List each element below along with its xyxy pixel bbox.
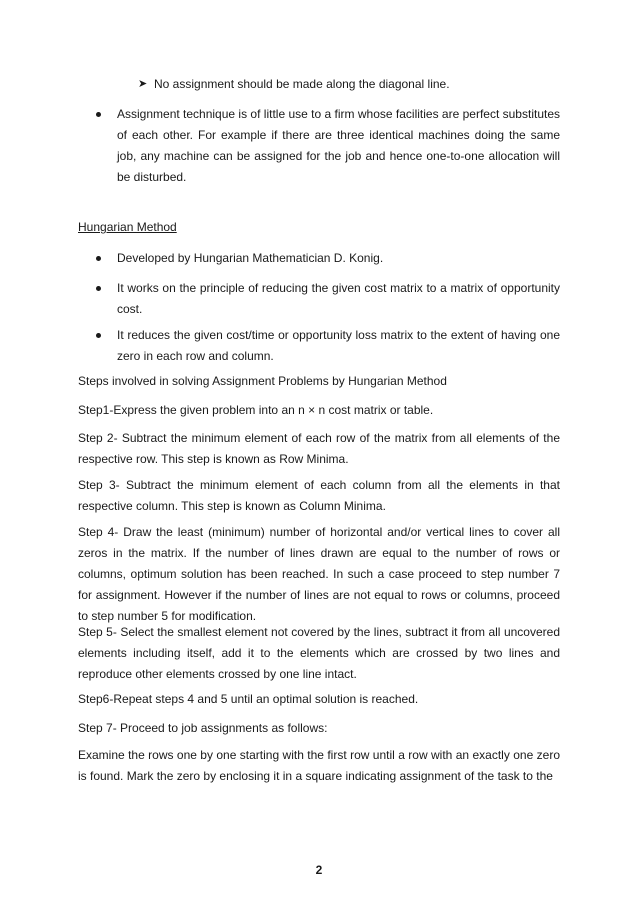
step-1: Step1-Express the given problem into an n × n cost matrix or table. xyxy=(78,403,434,417)
closing-paragraph: Examine the rows one by one starting with the first row until a row with an exactly one zero is found. Mark the zero by enclosing it in a square indicating assignment of the task to the xyxy=(78,748,560,783)
step-6: Step6-Repeat steps 4 and 5 until an optimal solution is reached. xyxy=(78,692,419,706)
step-4: Step 4- Draw the least (minimum) number of horizontal and/or vertical lines to cover all zeros in the matrix. If the number of lines drawn are equal to the number of rows or columns, optimum solution has been reached. In such a case proceed to step number 7 for assignment. However if the number of lines are not equal to rows or columns, proceed to step number 5 for modification. xyxy=(78,525,560,623)
step-7: Step 7- Proceed to job assignments as follows: xyxy=(78,721,328,735)
bullet-reduces-matrix: It reduces the given cost/time or opportunity loss matrix to the extent of having one zero in each row and column. xyxy=(117,328,560,363)
sub-bullet-diagonal: No assignment should be made along the diagonal line. xyxy=(154,77,450,91)
bullet-dot-icon xyxy=(96,256,101,261)
section-heading: Hungarian Method xyxy=(78,220,177,234)
bullet-principle: It works on the principle of reducing the given cost matrix to a matrix of opportunity cost. xyxy=(117,281,560,316)
steps-intro: Steps involved in solving Assignment Problems by Hungarian Method xyxy=(78,374,447,388)
bullet-dot-icon xyxy=(96,286,101,291)
arrow-bullet-icon: ➤ xyxy=(138,78,148,90)
step-3: Step 3- Subtract the minimum element of each column from all the elements in that respective column. This step is known as Column Minima. xyxy=(78,478,560,513)
page-number: 2 xyxy=(315,863,323,877)
bullet-dot-icon xyxy=(96,112,101,117)
bullet-developed-by: Developed by Hungarian Mathematician D. Konig. xyxy=(117,251,384,265)
step-2: Step 2- Subtract the minimum element of each row of the matrix from all elements of the respective row. This step is known as Row Minima. xyxy=(78,431,560,466)
bullet-dot-icon xyxy=(96,333,101,338)
bullet-assignment-technique: Assignment technique is of little use to a firm whose facilities are perfect substitutes of each other. For example if there are three identical machines doing the same job, any machine can be assigned for the job and hence one-to-one allocation will be disturbed. xyxy=(117,107,560,184)
step-5: Step 5- Select the smallest element not covered by the lines, subtract it from all uncovered elements including itself, add it to the elements which are crossed by two lines and reproduce other elements crossed by one line intact. xyxy=(78,625,560,681)
